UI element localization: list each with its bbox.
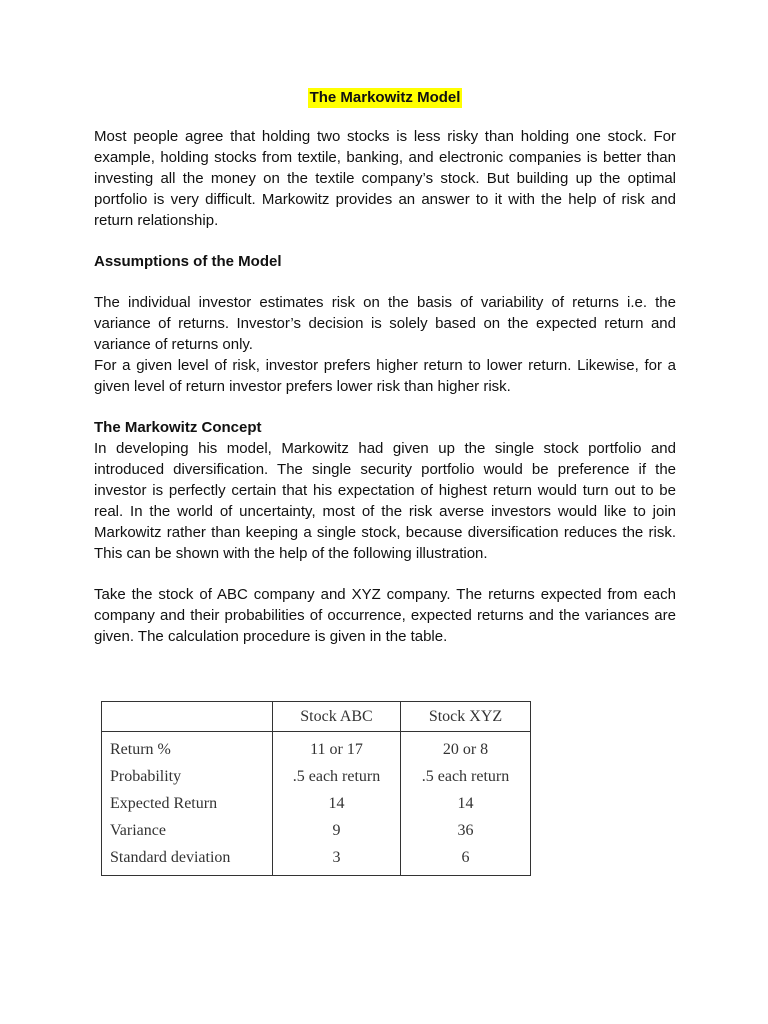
table-header-row [102, 702, 531, 732]
xyz-value: 6 [401, 844, 531, 876]
xyz-value: 20 or 8 [401, 732, 531, 764]
intro-paragraph: Most people agree that holding two stocks is less risky than holding one stock. For example, holding stocks from textile, banking, and electronic companies is better than investing all the money on the textile company’s stock. But building up the optimal portfolio is very difficult. Markowitz provides an answer to it with the help of risk and return relationship. [94, 128, 676, 229]
xyz-value: 36 [401, 817, 531, 844]
header-cell-stock-xyz: Stock XYZ [401, 702, 531, 732]
assumptions-paragraph-1: The individual investor estimates risk on the basis of variability of returns i.e. the variance of returns. Investor’s decision is solely based on the expected return and variance of returns only. [94, 294, 676, 353]
table-row [102, 790, 531, 817]
header-cell-blank [102, 702, 273, 732]
document-title: The Markowitz Model [309, 89, 461, 106]
abc-value: 14 [273, 790, 401, 817]
table-row [102, 817, 531, 844]
stock-comparison-table [101, 701, 531, 876]
example-paragraph: Take the stock of ABC company and XYZ company. The returns expected from each company and their probabilities of occurrence, expected returns and the variances are given. The calculation procedure is given in the table. [94, 586, 676, 645]
row-label: Expected Return [102, 790, 273, 817]
header-cell-stock-abc: Stock ABC [273, 702, 401, 732]
abc-value: 9 [273, 817, 401, 844]
abc-value: 3 [273, 844, 401, 876]
table-row [102, 763, 531, 790]
assumptions-heading: Assumptions of the Model [94, 253, 282, 270]
row-label: Probability [102, 763, 273, 790]
xyz-value: 14 [401, 790, 531, 817]
row-label: Standard deviation [102, 844, 273, 876]
abc-value: .5 each return [273, 763, 401, 790]
concept-paragraph: In developing his model, Markowitz had given up the single stock portfolio and introduced diversification. The single security portfolio would be preference if the investor is perfectly certain that his expectation of highest return would turn out to be real. In the world of uncertainty, most of the risk averse investors would like to join Markowitz rather than keeping a single stock, because diversification reduces the risk. This can be shown with the help of the following illustration. [94, 440, 676, 562]
abc-value: 11 or 17 [273, 732, 401, 764]
concept-heading: The Markowitz Concept [94, 419, 262, 436]
title-wrap [94, 88, 676, 108]
row-label: Return % [102, 732, 273, 764]
assumptions-paragraph-2: For a given level of risk, investor prefers higher return to lower return. Likewise, for a given level of return investor prefers lower risk than higher risk. [94, 357, 676, 395]
xyz-value: .5 each return [401, 763, 531, 790]
document-body [94, 88, 676, 647]
table-row [102, 732, 531, 764]
table-row [102, 844, 531, 876]
row-label: Variance [102, 817, 273, 844]
